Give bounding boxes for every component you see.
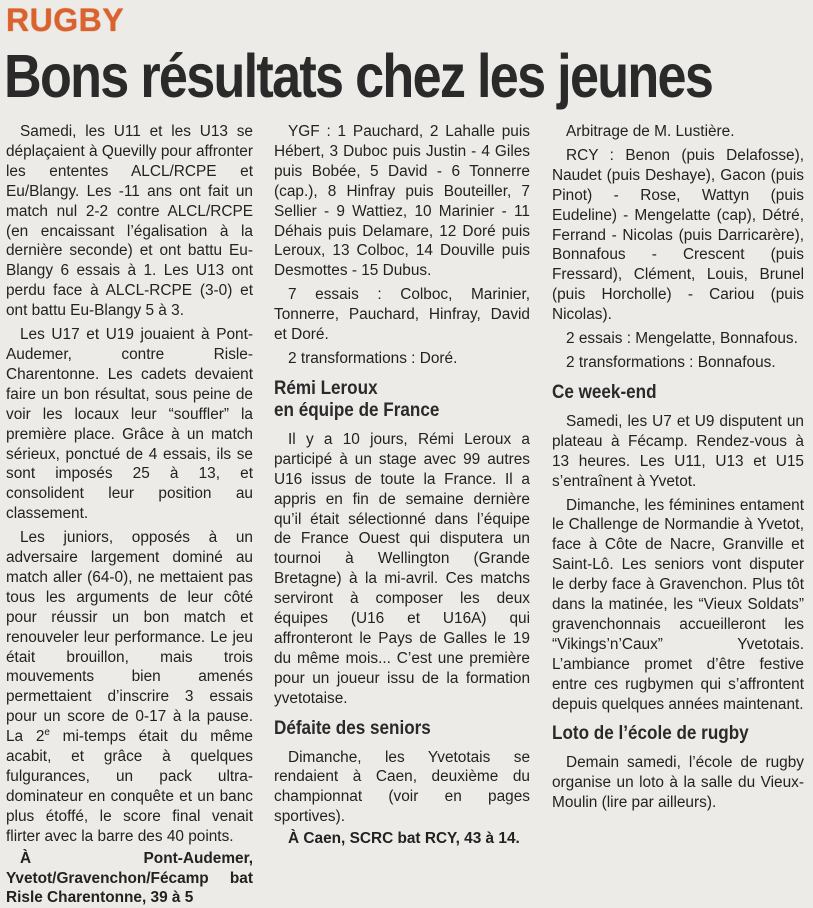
juniors-text-a: Les juniors, opposés à un adversaire largement dominé au match aller (64-0), ne mettaient pas tous les arguments de leur côté pour réussir un bon match et renouveler leur performance. Le jeu était brouillon, mais trois mouvements bien amenés permettaient d’inscrire 3 essais pour un score de 0-17 à la pause. La 2	[6, 529, 253, 746]
juniors-result: À Pont-Audemer, Yvetot/Gravenchon/Fécamp bat Risle Charentonne, 39 à 5	[6, 849, 253, 907]
column-1	[6, 122, 253, 908]
paragraph-juniors	[6, 528, 253, 847]
section-label: RUGBY	[6, 2, 125, 38]
paragraph-defaite: Dimanche, les Yvetotais se rendaient à Caen, deuxième du championnat (voir en pages sportives).	[274, 748, 530, 826]
heading-loto: Loto de l’école de rugby	[552, 723, 749, 745]
paragraph-weekend-samedi: Samedi, les U7 et U9 disputent un plateau à Fécamp. Rendez-vous à 13 heures. Les U11, U13 et U15 s’entraînent à Yvetot.	[552, 412, 804, 490]
paragraph-u11-u13: Samedi, les U11 et les U13 se déplaçaient à Quevilly pour affronter les ententes ALCL/RCPE et Eu/Blangy. Les -11 ans ont fait un match nul 2-2 contre ALCL/RCPE (en encaissant l’égalisation à la dernière seconde) et ont battu Eu-Blangy 6 essais à 1. Les U13 ont perdu face à ALCL-RCPE (3-0) et ont battu Eu-Blangy 5 à 3.	[6, 123, 253, 320]
paragraph-u17-u19: Les U17 et U19 jouaient à Pont-Audemer, contre Risle-Charentonne. Les cadets devaient faire un bon résultat, sous peine de voir les locaux leur “souffler” la première place. Grâce à un match sérieux, ponctué de 4 essais, ils se sont imposés 25 à 13, et consolident leur position au classement.	[6, 326, 253, 523]
rcy-transformations: 2 transformations : Bonnafous.	[566, 353, 776, 371]
ordinal-superscript: e	[44, 727, 50, 739]
paragraph-weekend-dimanche: Dimanche, les féminines entament le Challenge de Normandie à Yvetot, face à Côte de Nacre, Granville et Saint-Lô. Les seniors vont disputer le derby face à Gravenchon. Plus tôt dans la matinée, les “Vieux Soldats” gravenchonnais accueilleront les “Vikings’n’Caux” Yvetotais. L’ambiance promet d’être festive entre ces rugbymen qui s’affrontent depuis quelques années maintenant.	[552, 496, 804, 713]
rcy-essais: 2 essais : Mengelatte, Bonnafous.	[566, 330, 798, 348]
paragraph-remi-leroux: Il y a 10 jours, Rémi Leroux a participé à un stage avec 99 autres U16 issus de toute la France. Il a appris en fin de semaine dernière qu’il était sélectionné dans l’équipe de France Ouest qui disputera un tournoi à Wellington (Grande Bretagne) à la mi-avril. Ces matchs serviront à composer les deux équipes (U16 et U16A) qui affronteront le Pays de Galles le 19 du même mois... C’est une première pour un joueur issu de la formation yvetotaise.	[274, 430, 530, 707]
rcy-lineup: RCY : Benon (puis Delafosse), Naudet (puis Deshaye), Gacon (puis Pinot) - Rose, Wattyn (puis Eudeline) - Mengelatte (cap), Détré, Ferrand - Nicolas (puis Darricarère), Bonnafous - Crescent (puis Fressard), Clément, Louis, Brunel (puis Horcholle) - Cariou (puis Nicolas).	[552, 146, 804, 324]
heading-ce-week-end: Ce week-end	[552, 381, 657, 403]
ygf-lineup: YGF : 1 Pauchard, 2 Lahalle puis Hébert, 3 Duboc puis Justin - 4 Giles puis Bobée, 5 David - 6 Tonnerre (cap.), 8 Hinfray puis Bouteiller, 7 Sellier - 9 Wattiez, 10 Marinier - 11 Déhais puis Delamare, 12 Doré puis Leroux, 13 Colboc, 14 Douville puis Desmottes - 15 Dubus.	[274, 123, 530, 280]
juniors-text-b: mi-temps était du même acabit, et grâce à quelques fulgurances, un pack ultra-dominateur en conquête et un banc plus étoffé, le score final venait flirter avec la barre des 40 points.	[6, 728, 253, 845]
ygf-transformations: 2 transformations : Doré.	[288, 349, 458, 367]
ygf-essais: 7 essais : Colboc, Marinier, Tonnerre, Pauchard, Hinfray, David et Doré.	[274, 286, 530, 344]
heading-defaite-seniors: Défaite des seniors	[274, 717, 431, 739]
column-3	[552, 122, 804, 813]
heading-remi-leroux	[274, 378, 504, 422]
heading-remi-line2: en équipe de France	[274, 399, 440, 421]
column-2	[274, 122, 530, 849]
article-headline: Bons résultats chez les jeunes	[4, 42, 713, 110]
arbitrage-line: Arbitrage de M. Lustière.	[566, 123, 735, 140]
seniors-result: À Caen, SCRC bat RCY, 43 à 14.	[288, 830, 520, 848]
paragraph-loto: Demain samedi, l’école de rugby organise un loto à la salle du Vieux-Moulin (lire par ailleurs).	[552, 754, 804, 812]
heading-remi-line1: Rémi Leroux	[274, 377, 378, 399]
